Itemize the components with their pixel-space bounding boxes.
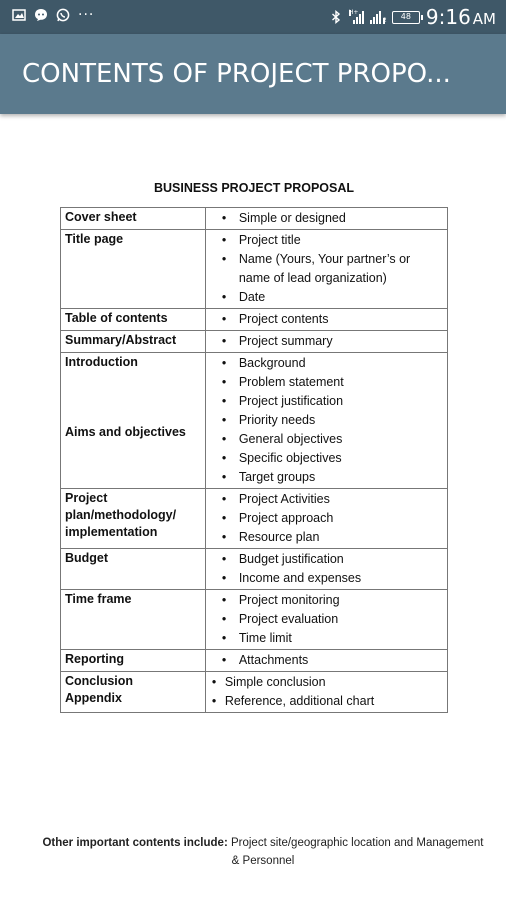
section-items	[205, 489, 447, 549]
section-label	[61, 672, 206, 713]
list-item: • Simple conclusion	[210, 673, 443, 692]
signal-icon	[349, 10, 364, 24]
list-item: • Problem statement	[210, 373, 443, 392]
table-row	[61, 309, 448, 331]
list-item: • Time limit	[210, 629, 443, 648]
list-item: • Target groups	[210, 468, 443, 487]
battery-icon	[392, 11, 420, 24]
list-item: • Attachments	[210, 651, 443, 670]
section-items	[205, 672, 447, 713]
section-items	[205, 230, 447, 309]
list-item: • Budget justification	[210, 550, 443, 569]
app-bar	[0, 34, 506, 114]
clock-time: 9:16	[425, 5, 471, 29]
notification-icons	[12, 8, 94, 22]
list-item: • Project contents	[210, 310, 443, 329]
more-dots-icon: ···	[78, 7, 95, 23]
status-bar	[0, 0, 506, 34]
list-item: • General objectives	[210, 430, 443, 449]
footer-note	[40, 834, 486, 870]
list-item: • Resource plan	[210, 528, 443, 547]
table-row	[61, 230, 448, 309]
table-row	[61, 489, 448, 549]
table-row	[61, 650, 448, 672]
section-label: Summary/Abstract	[61, 331, 206, 353]
list-item: • Date	[210, 288, 443, 307]
section-label: Project plan/methodology/ implementation	[61, 489, 206, 549]
list-item: • Project title	[210, 231, 443, 250]
section-label-conclusion: Conclusion	[65, 674, 134, 688]
bluetooth-icon	[329, 10, 343, 24]
image-icon	[12, 8, 26, 22]
table-row	[61, 672, 448, 713]
section-label: Reporting	[61, 650, 206, 672]
signal-sim-number: 2	[382, 17, 387, 24]
section-items	[205, 650, 447, 672]
table-row	[61, 331, 448, 353]
section-label-appendix: Appendix	[65, 691, 122, 705]
section-label: Title page	[61, 230, 206, 309]
list-item: • Specific objectives	[210, 449, 443, 468]
section-label: Table of contents	[61, 309, 206, 331]
table-row	[61, 208, 448, 230]
chat-icon	[34, 8, 48, 22]
list-item: • Reference, additional chart	[210, 692, 443, 711]
table-row	[61, 353, 448, 489]
section-label: Budget	[61, 549, 206, 590]
document-title: BUSINESS PROJECT PROPOSAL	[153, 181, 355, 195]
section-items	[205, 549, 447, 590]
list-item: • Income and expenses	[210, 569, 443, 588]
footer-note-text: Project site/geographic location and Management & Personnel	[230, 837, 484, 867]
list-item: • Project justification	[210, 392, 443, 411]
clock	[426, 5, 496, 29]
list-item: • Project Activities	[210, 490, 443, 509]
proposal-table	[60, 207, 448, 713]
list-item: • Priority needs	[210, 411, 443, 430]
list-item: • Simple or designed	[210, 209, 443, 228]
battery-level: 48	[400, 11, 411, 21]
section-label-introduction: Introduction	[65, 355, 138, 369]
section-label-aims: Aims and objectives	[65, 425, 186, 439]
section-label: Time frame	[61, 590, 206, 650]
section-items	[205, 353, 447, 489]
section-items	[205, 590, 447, 650]
table-row	[61, 549, 448, 590]
table-row	[61, 590, 448, 650]
footer-note-label: Other important contents include:	[42, 837, 228, 849]
section-items	[205, 208, 447, 230]
section-items	[205, 309, 447, 331]
signal-icon-2	[370, 10, 386, 24]
system-icons	[329, 5, 496, 29]
list-item: • Project monitoring	[210, 591, 443, 610]
list-item: • Project evaluation	[210, 610, 443, 629]
app-title: CONTENTS OF PROJECT PROPO...	[22, 59, 451, 89]
section-items	[205, 331, 447, 353]
list-item: • Project summary	[210, 332, 443, 351]
list-item: • Name (Yours, Your partner’s or name of lead organization)	[210, 250, 443, 288]
section-label	[61, 353, 206, 489]
clock-ampm: AM	[472, 10, 496, 28]
section-label: Cover sheet	[61, 208, 206, 230]
list-item: • Project approach	[210, 509, 443, 528]
whatsapp-icon	[56, 8, 70, 22]
list-item: • Background	[210, 354, 443, 373]
signal-network-type: H+	[348, 9, 359, 16]
